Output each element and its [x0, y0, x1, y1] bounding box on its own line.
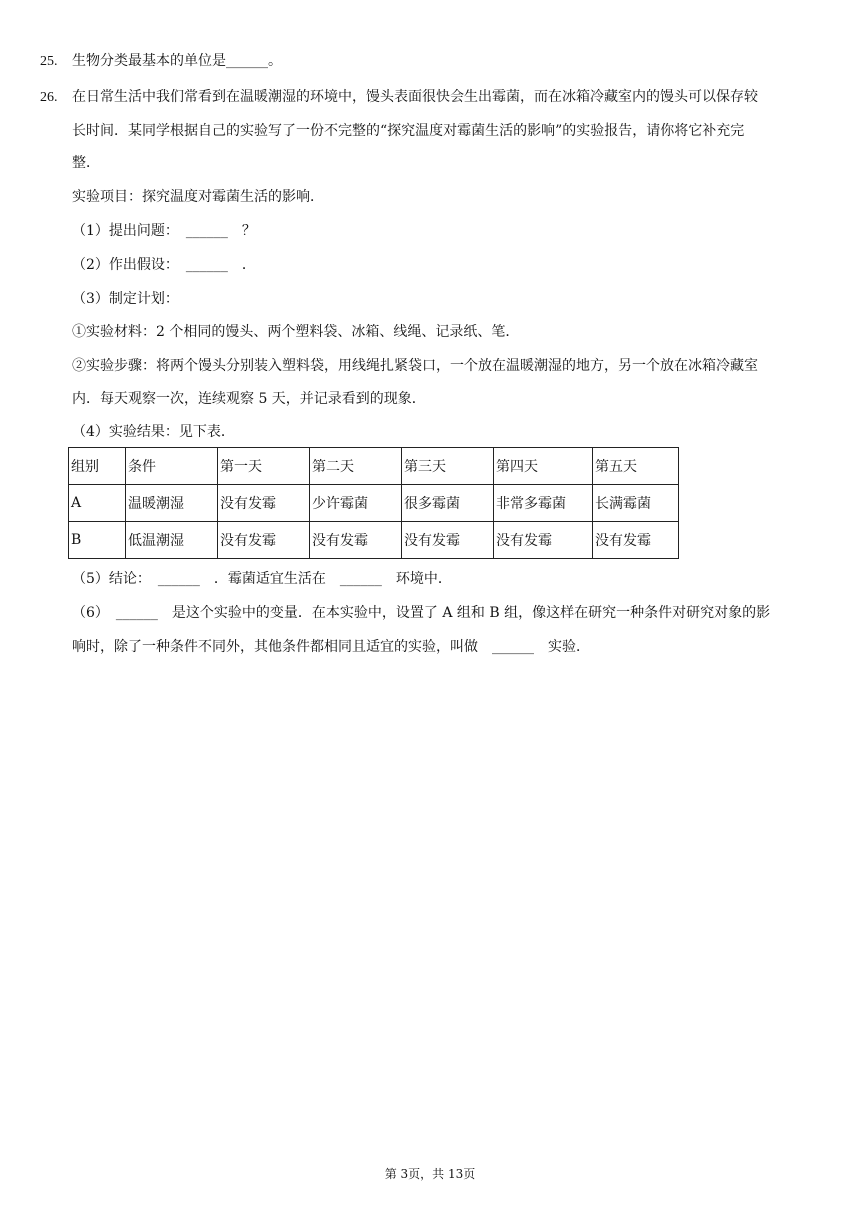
table-header-cell: 第二天	[310, 448, 402, 485]
experiment-procedure-line-1: ②实验步骤：将两个馒头分别装入塑料袋，用线绳扎紧袋口，一个放在温暖潮湿的地方，另一个放在冰箱冷藏室	[72, 358, 758, 374]
results-table	[68, 447, 679, 559]
table-cell: 温暖潮湿	[126, 485, 218, 522]
step-2-hypothesis: （2）作出假设： ______ ．	[72, 257, 256, 273]
experiment-project: 实验项目：探究温度对霉菌生活的影响．	[72, 189, 324, 205]
table-header-cell: 组别	[69, 448, 126, 485]
step-6-line-2: 响时，除了一种条件不同外，其他条件都相同且适宜的实验，叫做 ______ 实验．	[72, 639, 590, 655]
table-cell: 没有发霉	[218, 522, 310, 559]
table-cell: B	[69, 522, 126, 559]
table-cell: 没有发霉	[402, 522, 494, 559]
step-6-line-1: （6） ______ 是这个实验中的变量．在本实验中，设置了 A 组和 B 组，像这样在研究一种条件对研究对象的影	[72, 605, 771, 621]
question-text: 生物分类最基本的单位是______。	[72, 53, 282, 69]
question-number: 26.	[40, 90, 58, 105]
step-4-results: （4）实验结果：见下表．	[72, 424, 235, 440]
table-cell: 没有发霉	[218, 485, 310, 522]
table-header-cell: 第四天	[494, 448, 593, 485]
page-footer: 第 3页，共 13页	[384, 1167, 476, 1181]
experiment-procedure-line-2: 内．每天观察一次，连续观察 5 天，并记录看到的现象．	[72, 391, 426, 407]
question-26-line-2: 长时间．某同学根据自己的实验写了一份不完整的“探究温度对霉菌生活的影响”的实验报告，请你将它补充完	[72, 123, 745, 139]
table-cell: A	[69, 485, 126, 522]
table-header-cell: 第一天	[218, 448, 310, 485]
table-cell: 长满霉菌	[593, 485, 679, 522]
question-25	[40, 50, 282, 70]
table-cell: 少许霉菌	[310, 485, 402, 522]
table-header-cell: 第五天	[593, 448, 679, 485]
table-cell: 没有发霉	[310, 522, 402, 559]
step-3-plan: （3）制定计划：	[72, 291, 179, 307]
question-26-line-1	[40, 86, 758, 106]
table-cell: 没有发霉	[494, 522, 593, 559]
question-26-line-3: 整．	[72, 155, 100, 171]
table-header-row	[69, 448, 679, 485]
step-1-question: （1）提出问题： ______ ？	[72, 223, 256, 239]
question-text: 在日常生活中我们常看到在温暖潮湿的环境中，馒头表面很快会生出霉菌，而在冰箱冷藏室内的馒头可以保存较	[72, 89, 758, 105]
table-cell: 很多霉菌	[402, 485, 494, 522]
experiment-materials: ①实验材料：2 个相同的馒头、两个塑料袋、冰箱、线绳、记录纸、笔．	[72, 324, 520, 340]
table-cell: 没有发霉	[593, 522, 679, 559]
table-row	[69, 522, 679, 559]
table-cell: 非常多霉菌	[494, 485, 593, 522]
step-5-conclusion: （5）结论： ______ ．霉菌适宜生活在 ______ 环境中．	[72, 571, 452, 587]
results-table-container	[68, 447, 679, 559]
table-header-cell: 第三天	[402, 448, 494, 485]
table-header-cell: 条件	[126, 448, 218, 485]
table-row	[69, 485, 679, 522]
question-number: 25.	[40, 54, 58, 69]
table-cell: 低温潮湿	[126, 522, 218, 559]
